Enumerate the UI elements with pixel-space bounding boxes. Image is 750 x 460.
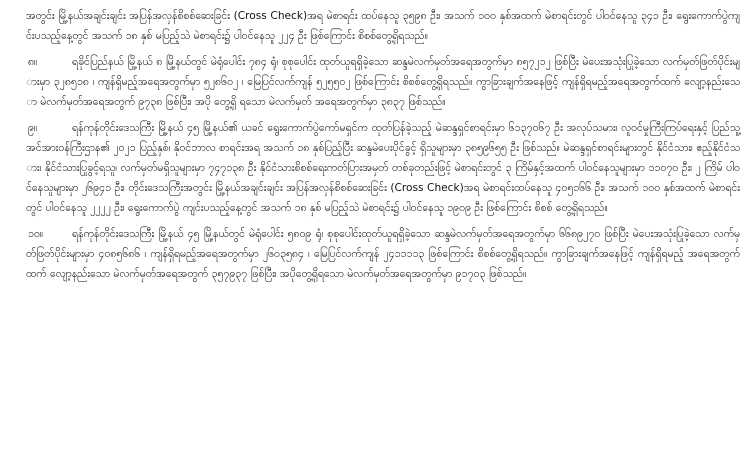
paragraph-text: ရန်ကုန်တိုင်းဒေသကြီး မြို့နယ် ၄၅ မြို့နယ်တွင် မဲရုံပေါင်း ၅၈၀၉ ရုံ၊ စုစုပေါင်းထုတ်ယူရရှိခဲ့သော ဆန္ဒမဲလက်မှတ်အရေအတွက်မှာ ၆၆၈၉၂၇၀ ဖြစ်ပြီး မဲပေးအသုံးပြုခဲ့သော လက်မှတ်ဖြတ်ပိုင်းများမှာ ၄၀၈၅၆၈၆ ၊ ကျန်ရှိရမည့်အရေအတွက်မှာ ၂၆၀၃၅၈၄ ၊ မြေပြင်လက်ကျန် ၂၄၁၁၁၁၃ ဖြစ်ကြောင်း စိစစ်တွေ့ရှိရသည်။ ကွာခြားချက်အနေဖြင့် ကျန်ရှိရမည့် အရေအတွက်ထက် လျော့နည်းသော မဲလက်မှတ်အရေအတွက် ၃၅၇၉၃၇ ဖြစ်ပြီး၊ အပိုတွေ့ရှိရသော မဲလက်မှတ်အရေအတွက်မှာ ၉၁၇၀၃ ဖြစ်သည်။ [26,228,740,280]
paragraph-number: ၁၀။ [28,228,44,240]
paragraph-number: ၈။ [28,56,38,68]
paragraph-number: ၉။ [28,122,38,134]
paragraph-10 [26,224,740,284]
paragraph-text: ရခိုင်ပြည်နယ် မြို့နယ် ၈ မြို့နယ်တွင် မဲရုံပေါင်း ၇၈၄ ရုံ၊ စုစုပေါင်း ထုတ်ယူရရှိခဲ့သော ဆန္ဒမဲလက်မှတ်အရေအတွက်မှာ ၈၅၇၂၁၂ ဖြစ်ပြီး မဲပေးအသုံးပြုခဲ့သော လက်မှတ်ဖြတ်ပိုင်းများမှာ ၃၂၈၅၁၈ ၊ ကျန်ရှိမည့်အရေအတွက်မှာ ၅၂၈၆၀၂ ၊ မြေပြင်လက်ကျန် ၅၂၅၅၀၂ ဖြစ်ကြောင်း စိစစ်တွေ့ရှိရသည်။ ကွာခြားချက်အနေဖြင့် ကျန်ရှိရမည့်အရေအတွက်ထက် လျော့နည်းသော မဲလက်မှတ်အရေအတွက် ၉၇၃၈ ဖြစ်ပြီး၊ အပို တွေ့ရှိ ရသော မဲလက်မှတ် အရေအတွက်မှာ ၃၈၃၇ ဖြစ်သည်။ [26,56,740,108]
paragraph-9 [26,118,740,218]
intro-paragraph: အတွင်း မြို့နယ်အချင်းချင်း အပြန်အလှန်စိစစ်ဆေးခြင်း (Cross Check)အရ မဲစာရင်း ထပ်နေသူ ၃၅၉၈ ဦး၊ အသက် ၁၀၀ နှစ်အထက် မဲစာရင်းတွင် ပါဝင်နေသူ ၃၄၁ ဦး၊ ရွေးကောက်ပွဲကျင်းပသည့်နေ့တွင် အသက် ၁၈ နှစ် မပြည့်သဲ မဲစာရင်း၌ ပါဝင်နေသူ ၂၂၄ ဦး ဖြစ်ကြောင်း စိစစ်တွေ့ရှိရသည်။ [26,10,740,42]
paragraph-text: ရန်ကုန်တိုင်းဒေသကြီး မြို့နယ် ၄၅ မြို့နယ်၏ ယခင် ရွေးကောက်ပွဲကော်မရှင်က ထုတ်ပြန်ခဲ့သည့် မဲဆန္ဒရှင်စာရင်းမှာ ၆၁၃၇၀၆၇ ဦး အလုပ်သမား၊ လူဝင်မှုကြီးကြပ်ရေးနှင့် ပြည်သူ့အင်အားဝန်ကြီးဌာန၏ ၂၀၂၁ ပြည့်နှစ်၊ နိုဝင်ဘာလ စာရင်းအရ အသက် ၁၈ နှစ်ပြည့်ပြီး ဆန္ဒမဲပေးပိုင်ခွင့် ရှိသူများမှာ ၃၈၅၉၆၅၅ ဦး ဖြစ်သည်။ မဲဆန္ဒရှင်စာရင်းများတွင် နိုင်ငံသား၊ ဧည့်နိုင်ငံသား၊ နိုင်ငံသားပြုခွင့်ရသူ၊ လက်မှတ်မရှိသူများမှာ ၇၄၇၁၃၈ ဦး နိုင်ငံသားစိစစ်ရေးကတ်ပြားအမှတ် တစ်ခုတည်းဖြင့် မဲစာရင်းတွင် ၃ ကြိမ်နှင့်အထက် ပါဝင်နေသူများမှာ ၁၁၀၇၀ ဦး၊ ၂ ကြိမ် ပါဝင်နေသူများမှာ ၂၆၉၄၁ ဦး၊ တိုင်းဒေသကြီးအတွင်း မြို့နယ်အချင်းချင်း အပြန်အလှန်စိစစ်ဆေးခြင်း (Cross Check)အရ မဲစာရင်းထပ်နေသူ ၄၀၅၁၆၆ ဦး၊ အသက် ၁၀၀ နှစ်အထက် မဲစာရင်းတွင် ပါဝင်နေသူ ၂၂၂၂ ဦး၊ ရွေးကောက်ပွဲ ကျင်းပသည့်နေ့တွင် အသက် ၁၈ နှစ် မပြည့်သဲ မဲစာရင်း၌ ပါဝင်နေသူ ၁၉၀၉ ဦး ဖြစ်ကြောင်း စိစစ် တွေ့ရှိရသည်။ [26,122,740,214]
paragraph-8 [26,52,740,112]
